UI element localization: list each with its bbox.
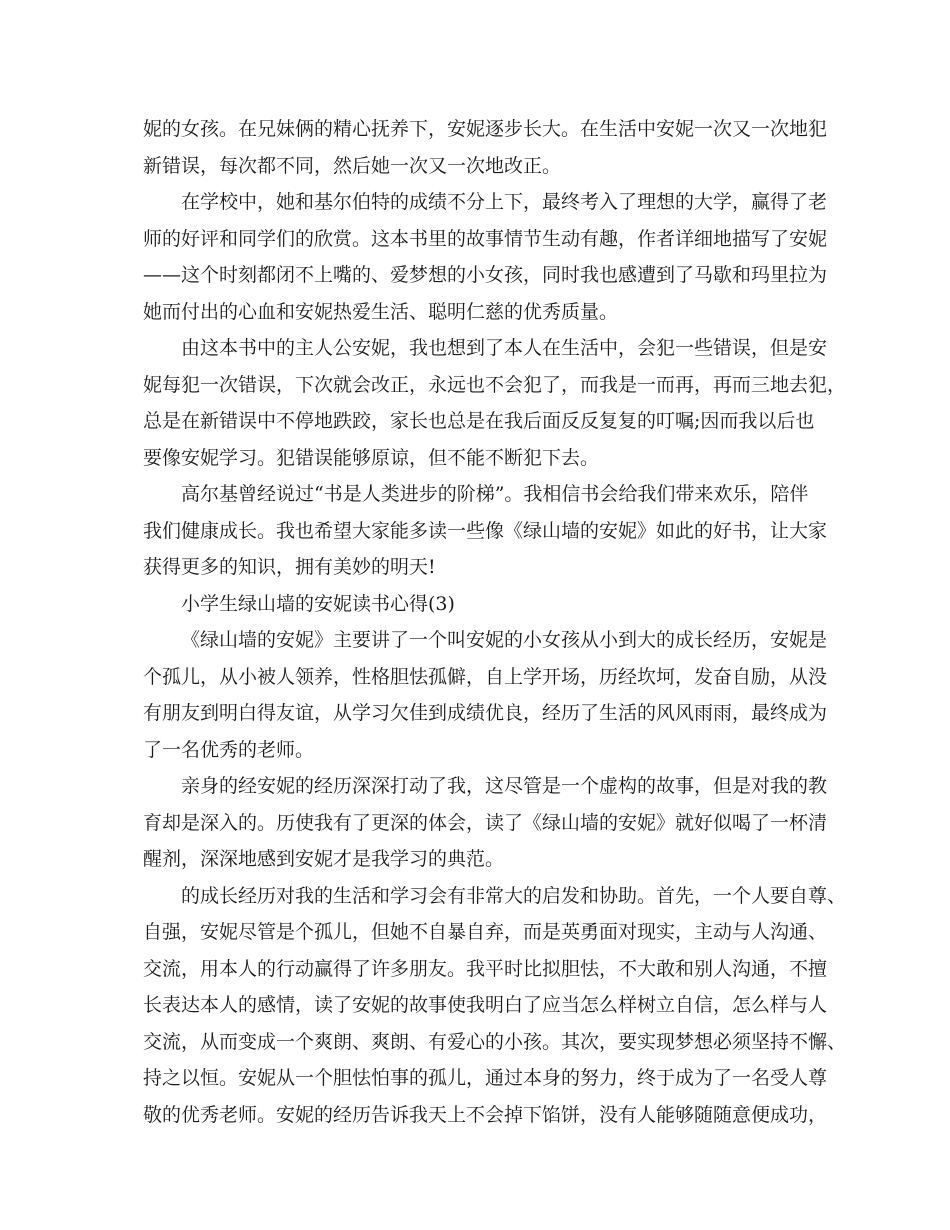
text-line: 小学生绿山墙的安妮读书心得(3) [181,592,455,615]
text-line: 妮的女孩。在兄妹俩的精心抚养下，安妮逐步长大。在生活中安妮一次又一次地犯 [143,118,828,140]
text-line: 个孤儿，从小被人领养，性格胆怯孤僻，自上学开场，历经坎坷，发奋自励，从没 [143,665,828,688]
text-line: 了一名优秀的老师。 [143,738,315,761]
text-line: 自强，安妮尽管是个孤儿，但她不自暴自弃，而是英勇面对现实，主动与人沟通、 [143,921,828,943]
text-line: 新错误，每次都不同，然后她一次又一次地改正。 [143,154,562,177]
text-line: 在学校中，她和基尔伯特的成绩不分上下，最终考入了理想的大学，赢得了老 [181,191,828,213]
text-line: 的成长经历对我的生活和学习会有非常大的启发和协助。首先，一个人要自尊、 [181,884,847,907]
text-line: 亲身的经安妮的经历深深打动了我，这尽管是一个虚构的故事，但是对我的教 [181,775,828,797]
text-line: 她而付出的心血和安妮热爱生活、聪明仁慈的优秀质量。 [143,300,619,323]
text-line: 有朋友到明白得友谊，从学习欠佳到成绩优良，经历了生活的风风雨雨，最终成为 [143,702,828,724]
text-line: 醒剂，深深地感到安妮才是我学习的典范。 [143,848,505,870]
text-line: ——这个时刻都闭不上嘴的、爱梦想的小女孩，同时我也感遭到了马歇和玛里拉为 [143,264,828,286]
text-line: 交流，从而变成一个爽朗、爽朗、有爱心的小孩。其次，要实现梦想必须坚持不懈、 [143,1030,847,1053]
text-line: 敬的优秀老师。安妮的经历告诉我天上不会掉下馅饼，没有人能够随随意便成功， [143,1103,828,1126]
text-line: 妮每犯一次错误，下次就会改正，永远也不会犯了，而我是一而再，再而三地去犯， [143,373,847,396]
text-line: 交流，用本人的行动赢得了许多朋友。我平时比拟胆怯，不大敢和别人沟通，不擅 [143,957,828,980]
text-line: 由这本书中的主人公安妮，我也想到了本人在生活中，会犯一些错误，但是安 [181,337,828,359]
text-line: 持之以恒。安妮从一个胆怯怕事的孤儿，通过本身的努力，终于成为了一名受人尊 [143,1067,828,1089]
document-body [143,111,847,1133]
text-line: 获得更多的知识，拥有美妙的明天! [143,556,436,578]
text-line: 师的好评和同学们的欣赏。这本书里的故事情节生动有趣，作者详细地描写了安妮 [143,227,828,250]
text-line: 长表达本人的感情，读了安妮的故事使我明白了应当怎么样树立自信，怎么样与人 [143,994,828,1016]
text-line: 总是在新错误中不停地跌跤，家长也总是在我后面反反复复的叮嘱;因而我以后也 [143,410,815,432]
text-line: 《绿山墙的安妮》主要讲了一个叫安妮的小女孩从小到大的成长经历，安妮是 [181,629,828,651]
text-line: 高尔基曾经说过“书是人类进步的阶梯”。我相信书会给我们带来欢乐，陪伴 [181,483,809,505]
text-line: 要像安妮学习。犯错误能够原谅，但不能不断犯下去。 [143,446,600,469]
text-line: 我们健康成长。我也希望大家能多读一些像《绿山墙的安妮》如此的好书，让大家 [143,519,828,542]
text-line: 育却是深入的。历使我有了更深的体会，读了《绿山墙的安妮》就好似喝了一杯清 [143,811,828,834]
